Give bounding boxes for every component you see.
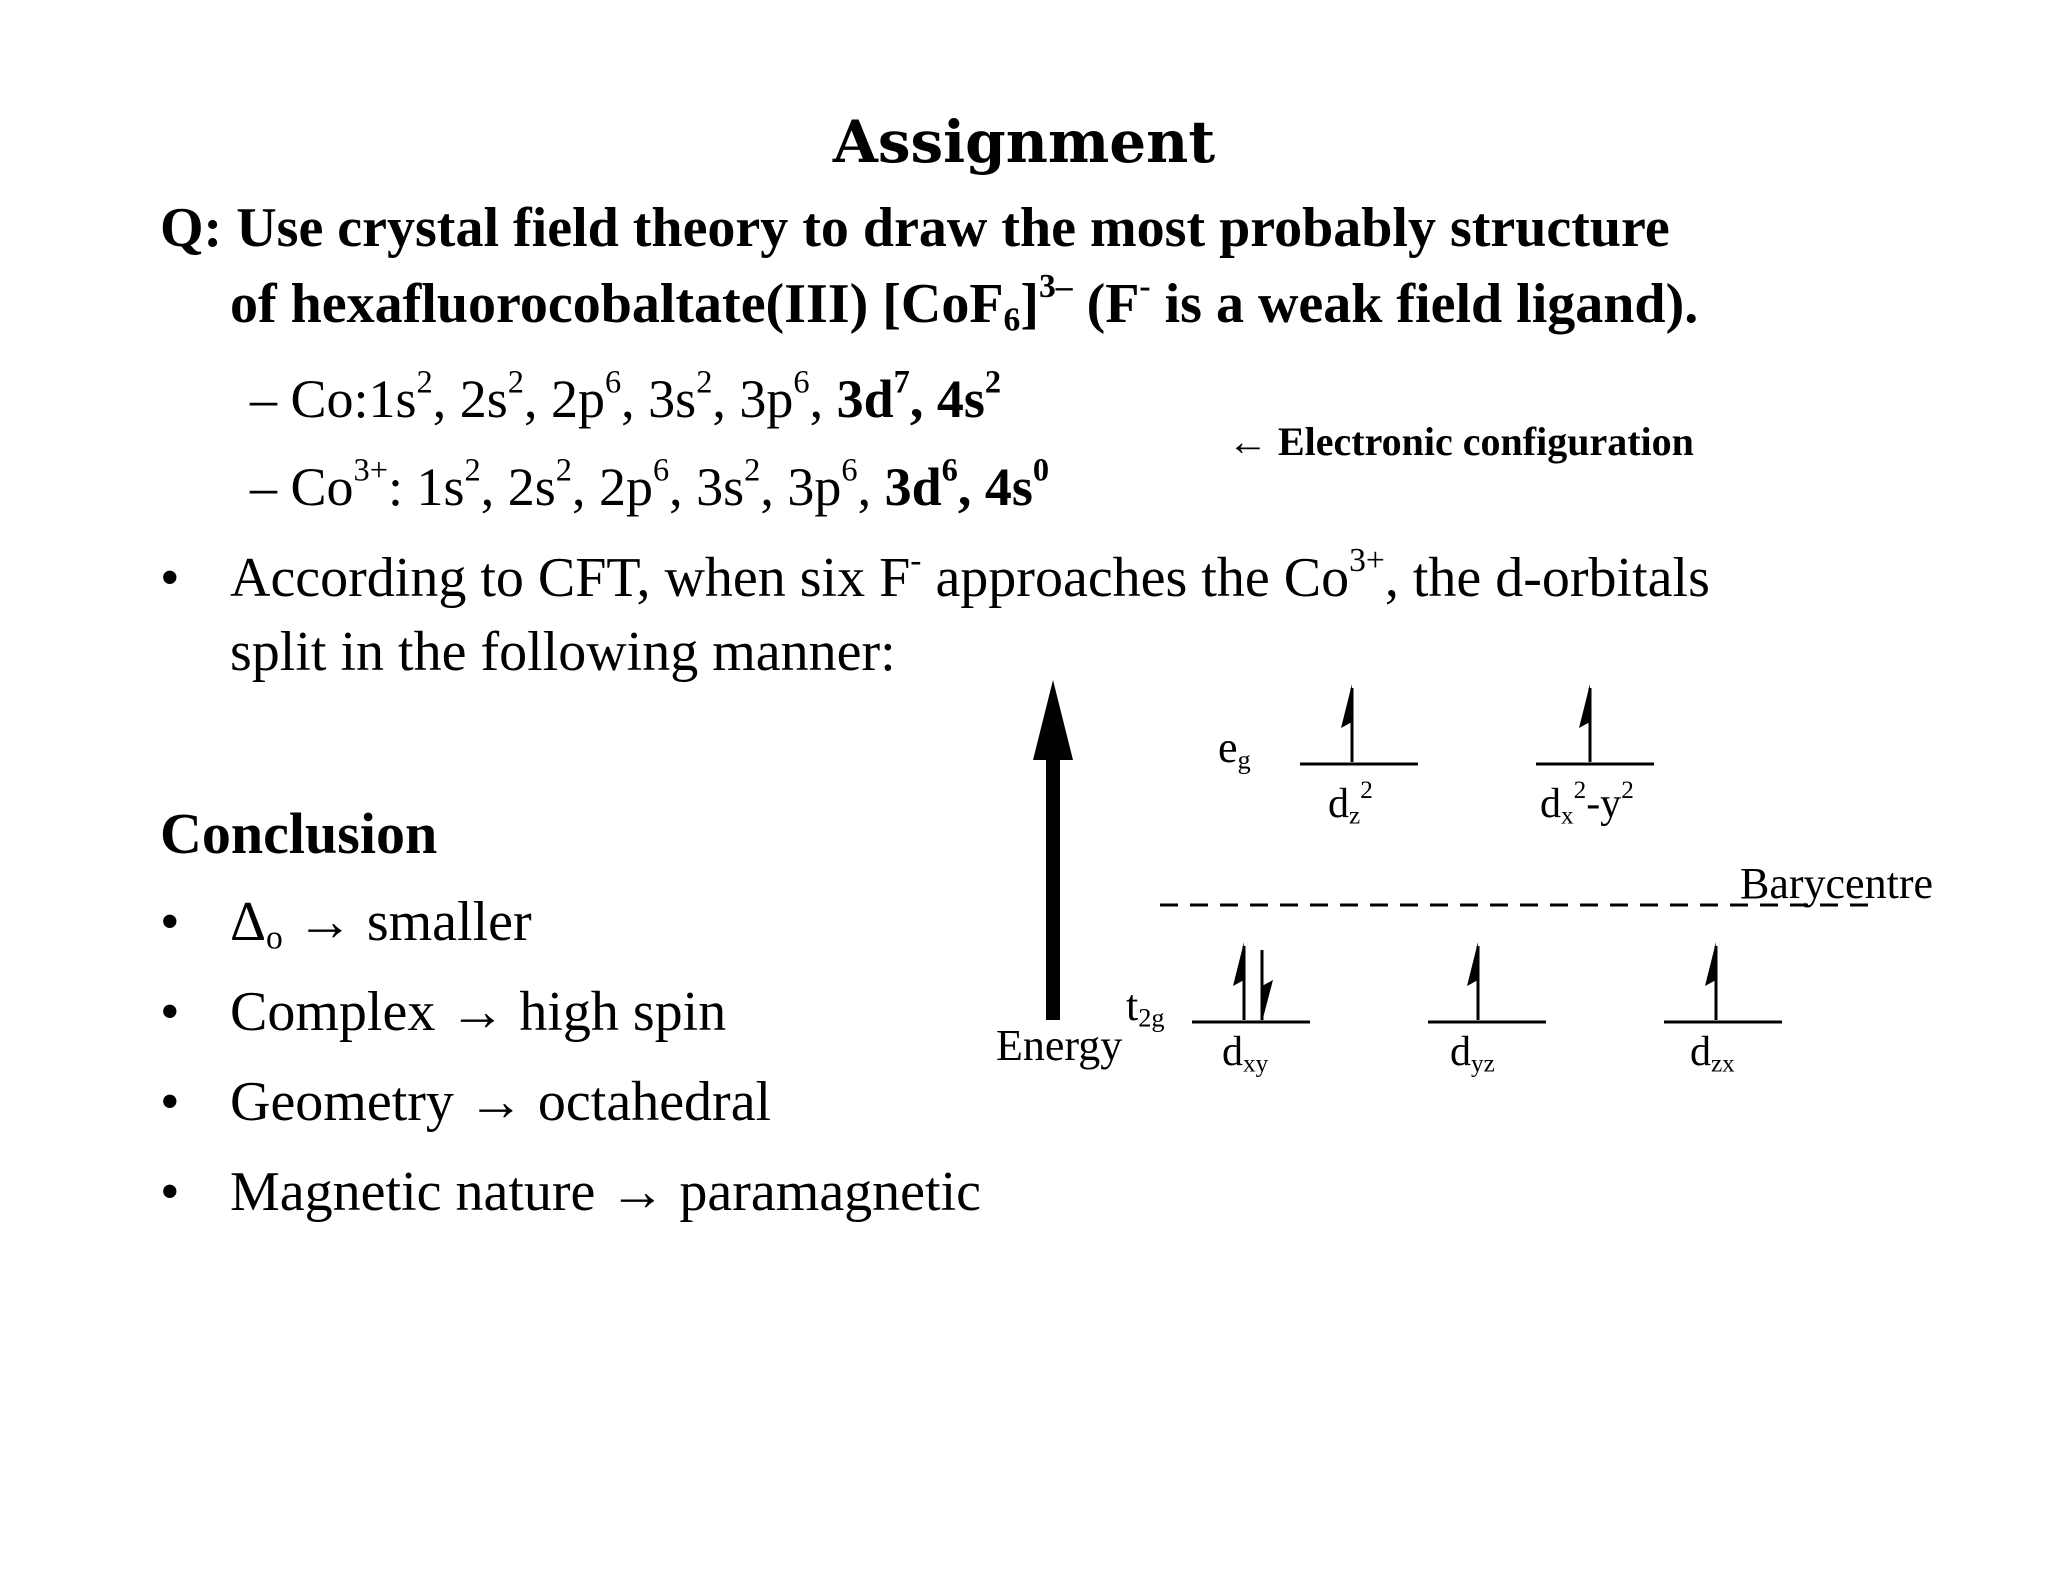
barycentre-label: Barycentre [1740,859,1933,908]
conclusion-heading: Conclusion [160,801,438,866]
energy-label: Energy [996,1021,1123,1070]
conclusion-bullet-dot: • [160,1071,180,1133]
question-line-2: of hexafluorocobaltate(III) $[CoF_6]^{3-}$ (F- is a weak field ligand). [230,267,1699,339]
conclusion-bullet-dot: • [160,891,180,953]
t2g-label: $t_{2g}$ [1126,981,1165,1033]
cft-bullet-line-2: split in the following manner: [230,621,896,683]
electron-up-icon [1467,942,1478,1020]
page-title: Assignment [832,108,1216,176]
orbital-label-dz2: $d_z^2$ [1328,777,1373,830]
energy-arrow-icon [1033,680,1073,1020]
conclusion-item-spin: Complex → high spin [230,981,727,1043]
orbital-label-dzx: $d_{zx}$ [1690,1029,1735,1078]
conclusion-item-geometry: Geometry → octahedral [230,1071,772,1133]
cft-bullet-line-1: According to CFT, when six F- approaches the $Co^{3+}$, the d-orbitals [230,541,1710,609]
electron-up-icon [1233,942,1244,1020]
electron-up-icon [1341,684,1352,762]
cft-bullet-dot: • [160,547,180,609]
conclusion-item-delta: $\Delta_o$ → smaller [230,891,532,957]
co-config: – $Co:1s^2$, $2s^2$, $2p^6$, $3s^2$, $3p^6$, $3d^7$, $4s^2$ [250,364,1002,429]
eg-label: $e_g$ [1218,723,1251,775]
orbital-label-dyz: $d_{yz}$ [1450,1029,1495,1078]
electron-up-icon [1705,942,1716,1020]
orbital-label-dx2y2: $d_x^2-y^2$ [1540,777,1634,830]
electronic-config-annotation: ← Electronic configuration [1228,419,1694,464]
question-line-1: Q: Use crystal field theory to draw the most probably structure [160,197,1670,259]
co3-config: – $Co^{3+}$: $1s^2$, $2s^2$, $2p^6$, $3s^2$, $3p^6$, $3d^6$, $4s^0$ [250,452,1050,517]
conclusion-bullet-dot: • [160,981,180,1043]
orbital-label-dxy: $d_{xy}$ [1222,1029,1269,1078]
electron-down-icon [1262,950,1273,1022]
conclusion-bullet-dot: • [160,1161,180,1223]
electron-up-icon [1579,684,1590,762]
conclusion-item-magnetic: Magnetic nature → paramagnetic [230,1161,981,1223]
